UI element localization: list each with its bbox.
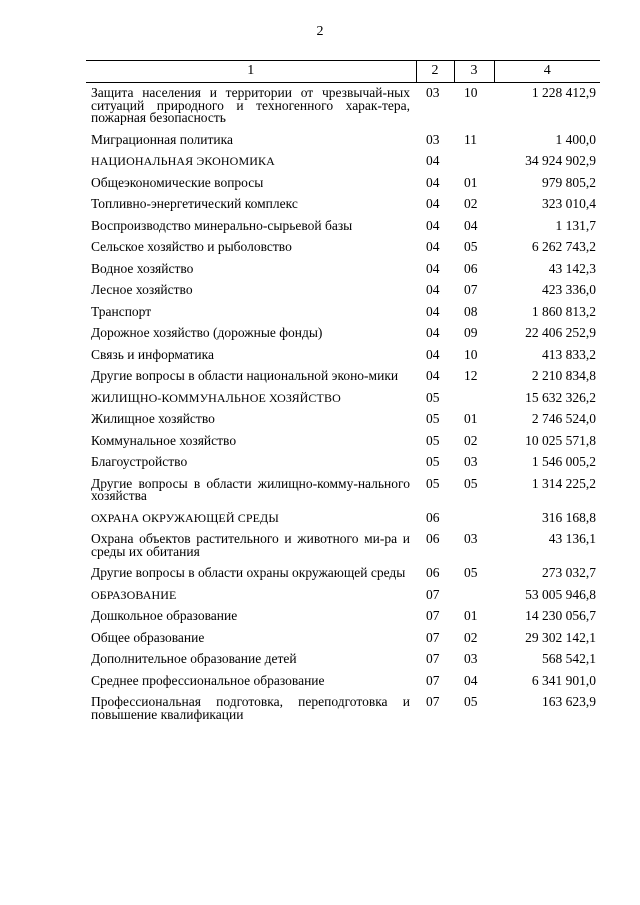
header-col-1: 1 — [86, 61, 416, 83]
row-subsection-code: 09 — [464, 325, 478, 340]
row-section-code: 04 — [426, 239, 440, 254]
row-amount: 423 336,0 — [542, 282, 596, 297]
row-subsection-code: 08 — [464, 303, 478, 319]
table-row — [86, 452, 600, 474]
table-row — [86, 237, 600, 259]
row-amount: 6 262 743,2 — [531, 239, 596, 254]
row-section-code: 04 — [426, 174, 440, 190]
row-subsection-code: 03 — [464, 531, 478, 546]
row-subsection-code — [454, 508, 494, 530]
row-subsection-code: 03 — [464, 454, 478, 469]
row-section-code: 04 — [426, 282, 440, 297]
row-name: Профессиональная подготовка, переподготовка и повышение квалификации — [91, 694, 410, 722]
row-amount: 6 341 901,0 — [531, 672, 596, 688]
table-row — [86, 628, 600, 650]
row-subsection-code: 10 — [464, 346, 478, 362]
row-section-code: 07 — [426, 694, 440, 709]
row-section-code: 04 — [426, 368, 440, 383]
row-subsection-code: 10 — [464, 85, 478, 100]
row-name: Транспорт — [91, 303, 152, 319]
row-section-code: 04 — [426, 217, 440, 233]
row-amount: 1 400,0 — [555, 131, 596, 147]
table-row — [86, 388, 600, 410]
row-section-code: 03 — [426, 85, 440, 100]
row-section-code: 05 — [426, 411, 440, 426]
row-section-code: 07 — [426, 651, 440, 666]
row-amount: 10 025 571,8 — [525, 432, 596, 448]
row-section-code: 07 — [426, 672, 440, 688]
row-amount: 43 142,3 — [548, 260, 596, 276]
row-amount: 29 302 142,1 — [525, 629, 596, 645]
row-amount: 2 746 524,0 — [531, 411, 596, 426]
row-amount: 34 924 902,9 — [525, 153, 596, 168]
row-name: Связь и информатика — [91, 346, 214, 362]
row-subsection-code: 02 — [464, 629, 478, 645]
row-subsection-code — [454, 585, 494, 607]
row-name: Лесное хозяйство — [91, 282, 193, 297]
row-name: Среднее профессиональное образование — [91, 672, 325, 688]
row-subsection-code: 05 — [464, 475, 478, 491]
row-section-code: 05 — [426, 454, 440, 469]
row-subsection-code: 04 — [464, 672, 478, 688]
row-name: Другие вопросы в области охраны окружающей среды — [91, 565, 406, 580]
row-name: Миграционная политика — [91, 131, 233, 147]
row-amount: 15 632 326,2 — [525, 389, 596, 405]
row-amount: 323 010,4 — [542, 196, 596, 211]
table-row — [86, 529, 600, 563]
row-amount: 273 032,7 — [542, 565, 596, 580]
row-name: Общеэкономические вопросы — [91, 174, 264, 190]
row-subsection-code: 01 — [464, 411, 478, 426]
row-subsection-code: 02 — [464, 432, 478, 448]
row-name: Другие вопросы в области жилищно-комму-нального хозяйства — [91, 475, 410, 503]
row-subsection-code — [454, 151, 494, 173]
table-row — [86, 83, 600, 130]
row-subsection-code: 11 — [464, 131, 477, 147]
row-subsection-code: 07 — [464, 282, 478, 297]
row-name: Жилищное хозяйство — [91, 411, 215, 426]
row-amount: 413 833,2 — [542, 346, 596, 362]
row-name: ОБРАЗОВАНИЕ — [91, 587, 177, 602]
row-name: Охрана объектов растительного и животного ми-ра и среды их обитания — [91, 531, 410, 559]
row-name: Другие вопросы в области национальной эконо-мики — [91, 368, 399, 383]
row-name: Водное хозяйство — [91, 260, 194, 276]
header-col-4: 4 — [494, 61, 600, 83]
row-section-code: 04 — [426, 346, 440, 362]
table-header — [86, 61, 600, 83]
table-row — [86, 474, 600, 508]
row-subsection-code: 02 — [464, 196, 478, 211]
row-name: Топливно-энергетический комплекс — [91, 196, 298, 211]
row-amount: 2 210 834,8 — [531, 368, 596, 383]
row-section-code: 07 — [426, 586, 440, 602]
row-subsection-code: 12 — [464, 368, 478, 383]
table-row — [86, 585, 600, 607]
row-section-code: 05 — [426, 432, 440, 448]
row-name: ОХРАНА ОКРУЖАЮЩЕЙ СРЕДЫ — [91, 510, 279, 525]
row-name: Коммунальное хозяйство — [91, 432, 237, 448]
row-amount: 979 805,2 — [542, 174, 596, 190]
table-row — [86, 345, 600, 367]
row-name: Дошкольное образование — [91, 608, 238, 623]
row-amount: 1 314 225,2 — [531, 475, 596, 491]
table-row — [86, 431, 600, 453]
header-row — [86, 61, 600, 83]
row-subsection-code: 05 — [464, 694, 478, 709]
row-name: Дорожное хозяйство (дорожные фонды) — [91, 325, 323, 340]
row-amount: 43 136,1 — [548, 531, 596, 546]
table-row — [86, 259, 600, 281]
row-name: Воспроизводство минерально-сырьевой базы — [91, 217, 353, 233]
row-name: НАЦИОНАЛЬНАЯ ЭКОНОМИКА — [91, 154, 275, 168]
page-number: 2 — [316, 24, 324, 39]
row-section-code: 04 — [426, 260, 440, 276]
table-row — [86, 216, 600, 238]
table-row — [86, 606, 600, 628]
row-section-code: 03 — [426, 131, 440, 147]
row-section-code: 04 — [426, 325, 440, 340]
row-subsection-code: 03 — [464, 651, 478, 666]
row-amount: 1 860 813,2 — [531, 303, 596, 319]
row-section-code: 06 — [426, 531, 440, 546]
row-amount: 53 005 946,8 — [525, 586, 596, 602]
row-section-code: 07 — [426, 629, 440, 645]
header-col-2: 2 — [416, 61, 454, 83]
row-subsection-code: 01 — [464, 608, 478, 623]
table-row — [86, 130, 600, 152]
row-subsection-code: 06 — [464, 260, 478, 276]
row-name: Благоустройство — [91, 454, 188, 469]
row-section-code: 04 — [426, 303, 440, 319]
row-amount: 22 406 252,9 — [525, 325, 596, 340]
table-row — [86, 508, 600, 530]
table-row — [86, 194, 600, 216]
table-row — [86, 302, 600, 324]
row-amount: 1 228 412,9 — [531, 85, 596, 100]
row-subsection-code: 05 — [464, 239, 478, 254]
table-row — [86, 649, 600, 671]
row-amount: 163 623,9 — [542, 694, 596, 709]
table-row — [86, 323, 600, 345]
row-section-code: 05 — [426, 475, 440, 491]
table-row — [86, 563, 600, 585]
row-amount: 1 131,7 — [555, 217, 596, 233]
table-row — [86, 692, 600, 726]
row-subsection-code: 05 — [464, 565, 478, 580]
row-name: Общее образование — [91, 629, 205, 645]
row-subsection-code: 01 — [464, 174, 478, 190]
row-amount: 1 546 005,2 — [531, 454, 596, 469]
table-row — [86, 671, 600, 693]
row-section-code: 04 — [426, 196, 440, 211]
row-subsection-code — [454, 388, 494, 410]
row-section-code: 04 — [426, 153, 440, 168]
row-section-code: 05 — [426, 389, 440, 405]
row-name: Защита населения и территории от чрезвычай-ных ситуаций природного и техногенного харак-тера, пожарная безопасность — [91, 85, 410, 125]
table-body — [86, 83, 600, 727]
row-name: ЖИЛИЩНО-КОММУНАЛЬНОЕ ХОЗЯЙСТВО — [91, 390, 341, 405]
budget-table — [86, 60, 600, 726]
row-name: Сельское хозяйство и рыболовство — [91, 239, 292, 254]
row-section-code: 06 — [426, 509, 440, 525]
row-section-code: 07 — [426, 608, 440, 623]
table-row — [86, 409, 600, 431]
row-name: Дополнительное образование детей — [91, 651, 297, 666]
table-row — [86, 366, 600, 388]
row-subsection-code: 04 — [464, 217, 478, 233]
row-amount: 316 168,8 — [542, 509, 596, 525]
row-amount: 14 230 056,7 — [525, 608, 596, 623]
row-amount: 568 542,1 — [542, 651, 596, 666]
table-row — [86, 280, 600, 302]
row-section-code: 06 — [426, 565, 440, 580]
header-col-3: 3 — [454, 61, 494, 83]
table-row — [86, 173, 600, 195]
table-row — [86, 151, 600, 173]
